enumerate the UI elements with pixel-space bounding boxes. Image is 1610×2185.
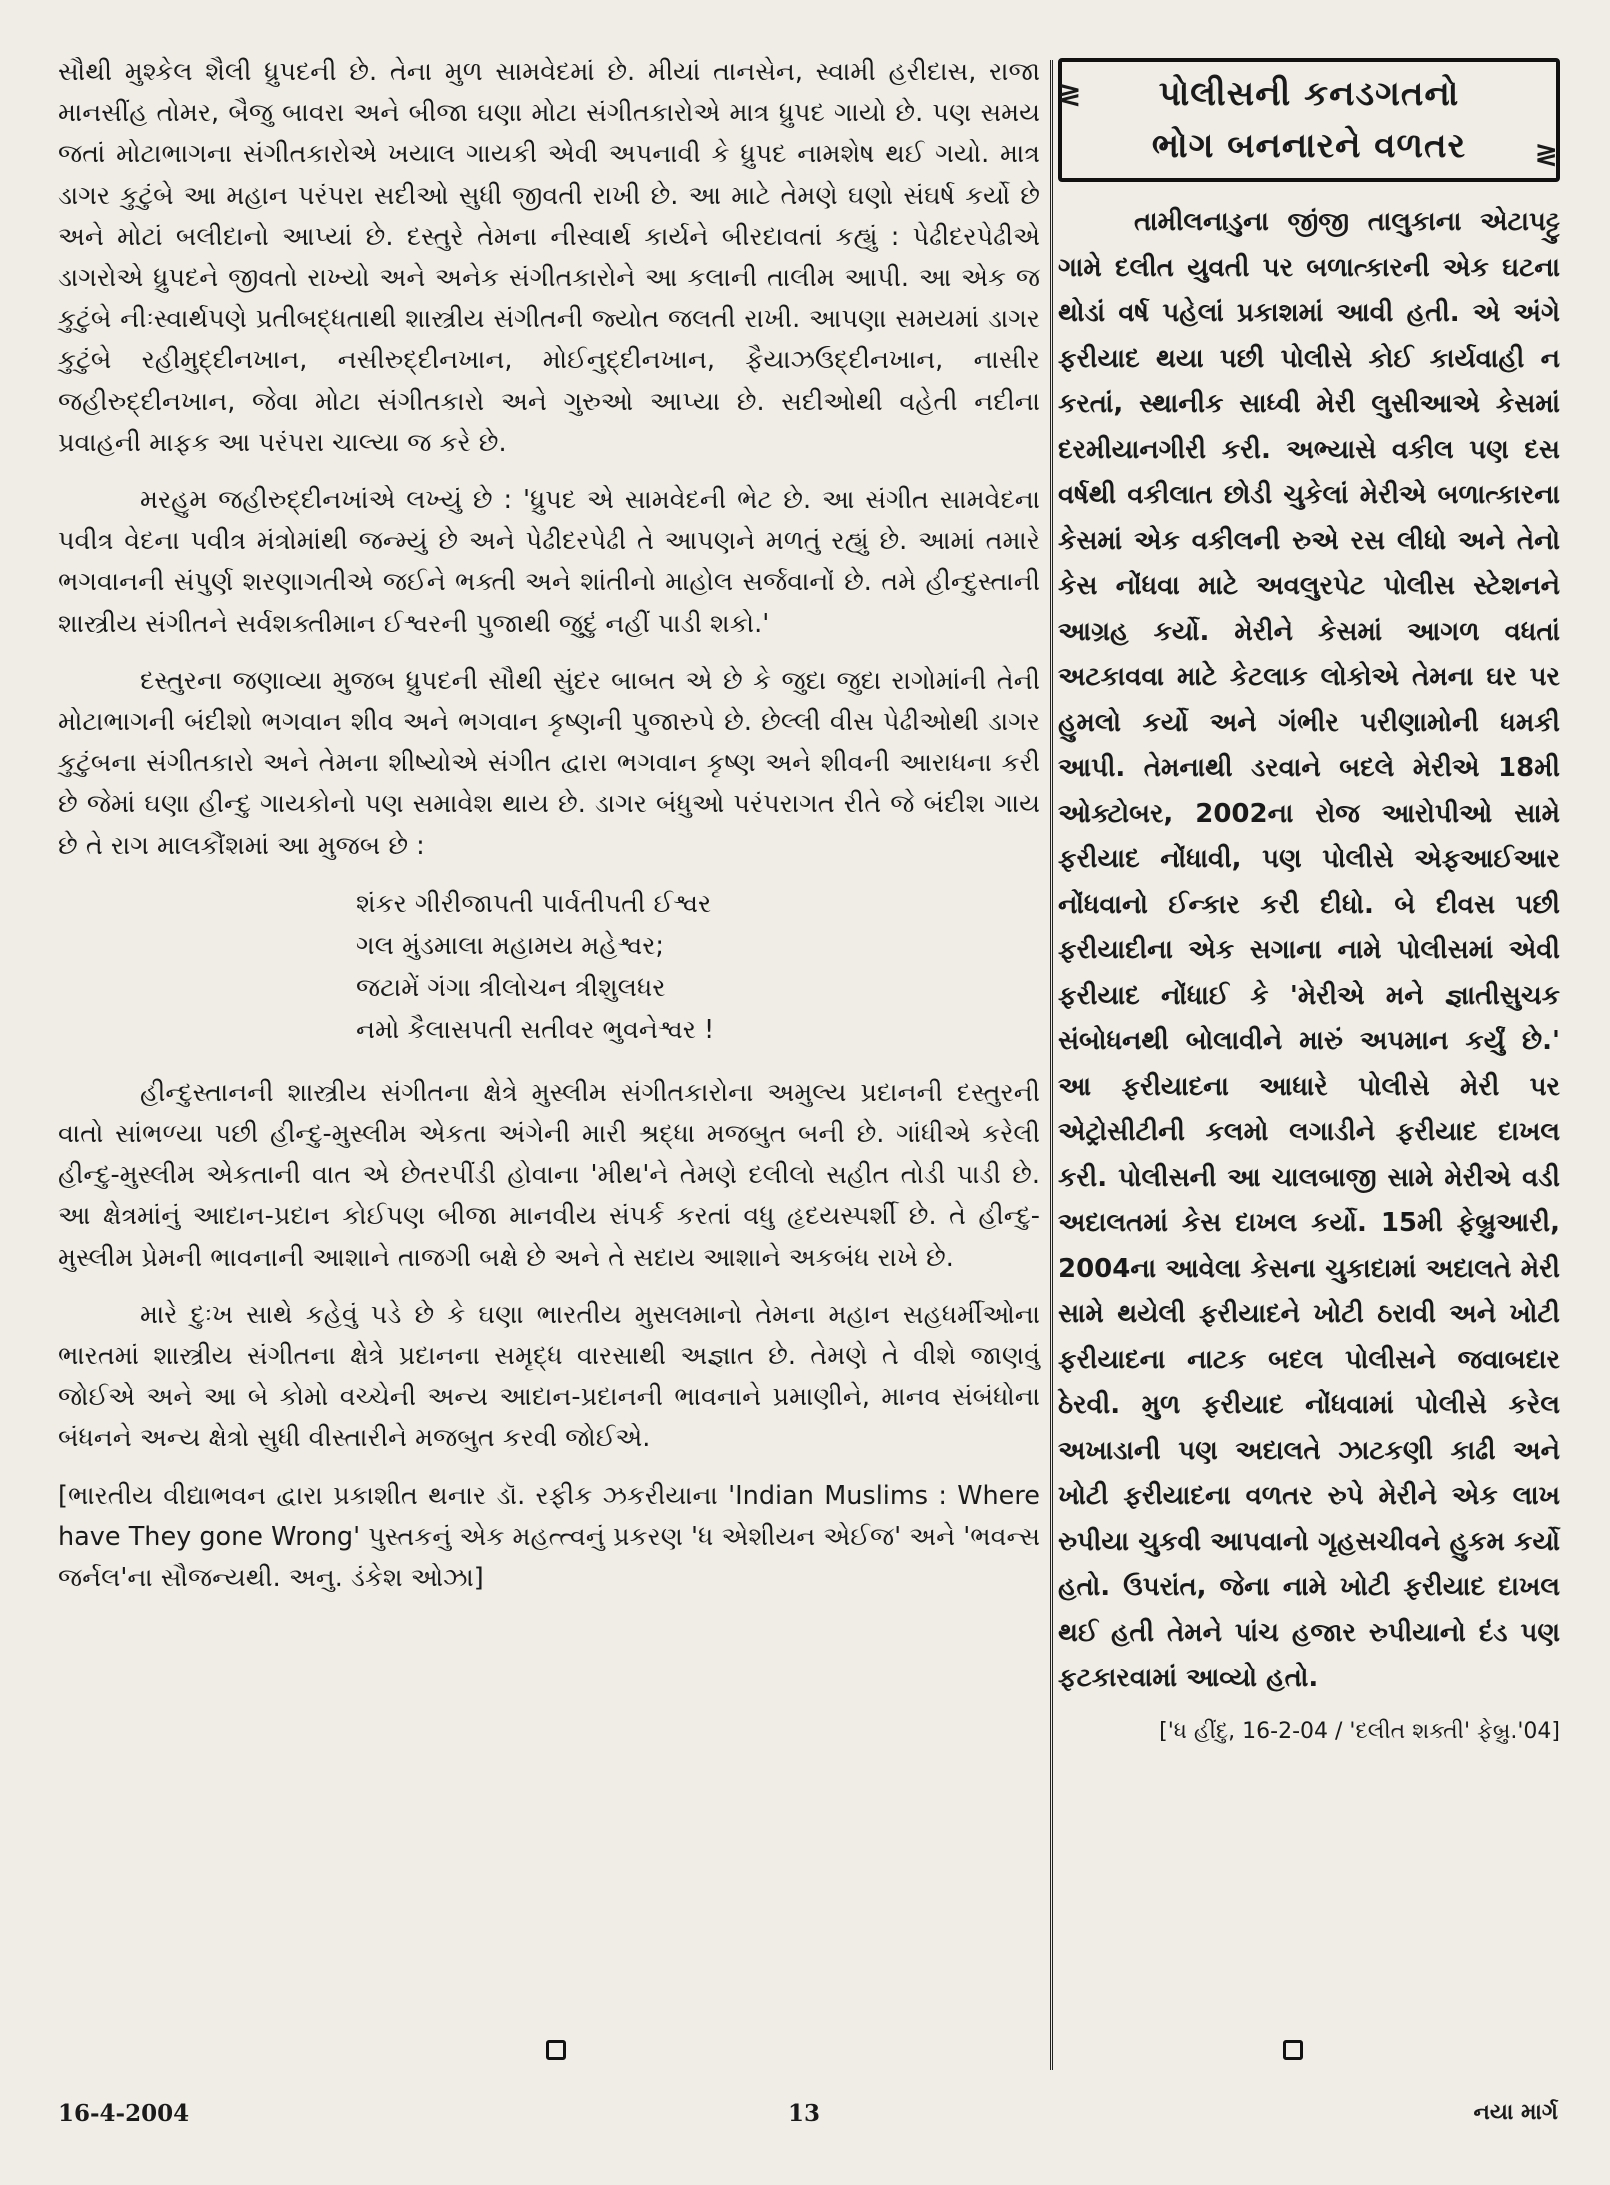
sidebar-title-box — [1058, 58, 1560, 182]
main-article — [58, 52, 1040, 1599]
verse-block — [356, 883, 1040, 1051]
page-footer — [58, 2100, 1558, 2140]
verse-line-2: ગલ મુંડમાલા મહામય મહેશ્વર; — [356, 930, 665, 961]
end-of-article-mark — [546, 2040, 566, 2060]
article-paragraph-5: મારે દુઃખ સાથે કહેવું પડે છે કે ઘણા ભારતીય મુસલમાનો તેમના મહાન સહધર્મીઓના ભારતમાં શાસ્ત્રીય સંગીતના ક્ષેત્રે પ્રદાનના સમૃદ્ધ વારસાથી અજ્ઞાત છે. તેમણે તે વીશે જાણવું જોઈએ અને આ બે કોમો વચ્ચેની અન્ય આદાન-પ્રદાનની ભાવનાને પ્રમાણીને, માનવ સંબંધોના બંધનને અન્ય ક્ષેત્રો સુધી વીસ્તારીને મજબુત કરવી જોઈએ. — [58, 1299, 1040, 1454]
end-of-sidebar-mark — [1283, 2040, 1303, 2060]
issue-date: 16-4-2004 — [58, 2100, 190, 2127]
article-paragraph-4: હીન્દુસ્તાનની શાસ્ત્રીય સંગીતના ક્ષેત્રે મુસ્લીમ સંગીતકારોના અમુલ્ય પ્રદાનની દસ્તુરની વાતો સાંભળ્યા પછી હીન્દુ-મુસ્લીમ એકતા અંગેની મારી શ્રદ્ધા મજબુત બની છે. ગાંધીએ કરેલી હીન્દુ-મુસ્લીમ એકતાની વાત એ છેતરપીંડી હોવાના 'મીથ'ને તેમણે દલીલો સહીત તોડી પાડી છે. આ ક્ષેત્રમાંનું આદાન-પ્રદાન કોઈપણ બીજા માનવીય સંપર્ક કરતાં વધુ હૃદયસ્પર્શી છે. તે હીન્દુ-મુસ્લીમ પ્રેમની ભાવનાની આશાને તાજગી બક્ષે છે અને તે સદાય આશાને અકબંધ રાખે છે. — [58, 1077, 1040, 1273]
column-divider — [1050, 60, 1053, 2070]
sidebar-source: ['ધ હીંદુ, 16-2-04 / 'દલીત શક્તી' ફેબ્રુ.'04] — [1159, 1718, 1560, 1744]
squiggle-ornament-icon: ≷ — [1534, 137, 1558, 170]
sidebar-body: તામીલનાડુના જીંજી તાલુકાના એટાપટ્ટુ ગામે દલીત યુવતી પર બળાત્કારની એક ઘટના થોડાં વર્ષ પહેલાં પ્રકાશમાં આવી હતી. એ અંગે ફરીયાદ થયા પછી પોલીસે કોઈ કાર્યવાહી ન કરતાં, સ્થાનીક સાધ્વી મેરી લુસીઆએ કેસમાં દરમીયાનગીરી કરી. અભ્યાસે વકીલ પણ દસ વર્ષથી વકીલાત છોડી ચુકેલાં મેરીએ બળાત્કારના કેસમાં એક વકીલની રુએ રસ લીધો અને તેનો કેસ નોંધવા માટે અવલુરપેટ પોલીસ સ્ટેશનને આગ્રહ કર્યો. મેરીને કેસમાં આગળ વધતાં અટકાવવા માટે કેટલાક લોકોએ તેમના ઘર પર હુમલો કર્યો અને ગંભીર પરીણામોની ધમકી આપી. તેમનાથી ડરવાને બદલે મેરીએ 18મી ઓક્ટોબર, 2002ના રોજ આરોપીઓ સામે ફરીયાદ નોંધાવી, પણ પોલીસે એફઆઈઆર નોંધવાનો ઈન્કાર કરી દીધો. બે દીવસ પછી ફરીયાદીના એક સગાના નામે પોલીસમાં એવી ફરીયાદ નોંધાઈ કે 'મેરીએ મને જ્ઞાતીસુચક સંબોધનથી બોલાવીને મારું અપમાન કર્યું છે.' આ ફરીયાદના આધારે પોલીસે મેરી પર એટ્રોસીટીની કલમો લગાડીને ફરીયાદ દાખલ કરી. પોલીસની આ ચાલબાજી સામે મેરીએ વડી અદાલતમાં કેસ દાખલ કર્યો. 15મી ફેબ્રુઆરી, 2004ના આવેલા કેસના ચુકાદામાં અદાલતે મેરી સામે થયેલી ફરીયાદને ખોટી ઠરાવી અને ખોટી ફરીયાદના નાટક બદલ પોલીસને જવાબદાર ઠેરવી. મુળ ફરીયાદ નોંધવામાં પોલીસે કરેલ અખાડાની પણ અદાલતે ઝાટકણી કાઢી અને ખોટી ફરીયાદના વળતર રુપે મેરીને એક લાખ રુપીયા ચુકવી આપવાનો ગૃહસચીવને હુકમ કર્યો હતો. ઉપરાંત, જેના નામે ખોટી ફરીયાદ દાખલ થઈ હતી તેમને પાંચ હજાર રુપીયાનો દંડ પણ ફટકારવામાં આવ્યો હતો. — [1058, 207, 1560, 1693]
verse-line-4: નમો કૈલાસપતી સતીવર ભુવનેશ્વર ! — [356, 1014, 715, 1045]
sidebar-title-line-1: પોલીસની કનડગતનો — [1158, 74, 1460, 114]
verse-line-3: જટામેં ગંગા ત્રીલોચન ત્રીશુલધર — [356, 972, 666, 1003]
article-paragraph-1: સૌથી મુશ્કેલ શૈલી ધ્રુપદની છે. તેના મુળ સામવેદમાં છે. મીયાં તાનસેન, સ્વામી હરીદાસ, રાજા માનસીંહ તોમર, બૈજુ બાવરા અને બીજા ઘણા મોટા સંગીતકારોએ માત્ર ધ્રુપદ ગાયો છે. પણ સમય જતાં મોટાભાગના સંગીતકારોએ ખયાલ ગાયકી એવી અપનાવી કે ધ્રુપદ નામશેષ થઈ ગયો. માત્ર ડાગર કુટુંબે આ મહાન પરંપરા સદીઓ સુધી જીવતી રાખી છે. આ માટે તેમણે ઘણો સંઘર્ષ કર્યો છે અને મોટાં બલીદાનો આપ્યાં છે. દસ્તુરે તેમના નીસ્વાર્થ કાર્યને બીરદાવતાં કહ્યું : પેઢીદરપેઢીએ ડાગરોએ ધ્રુપદને જીવતો રાખ્યો અને અનેક સંગીતકારોને આ કલાની તાલીમ આપી. આ એક જ કુટુંબે નીઃસ્વાર્થપણે પ્રતીબદ્ધતાથી શાસ્ત્રીય સંગીતની જ્યોત જલતી રાખી. આપણા સમયમાં ડાગર કુટુંબે રહીમુદ્દીનખાન, નસીરુદ્દીનખાન, મોઈનુદ્દીનખાન, ફૈયાઝઉદ્દીનખાન, નાસીર જહીરુદ્દીનખાન, જેવા મોટા સંગીતકારો અને ગુરુઓ આપ્યા છે. સદીઓથી વહેતી નદીના પ્રવાહની માફક આ પરંપરા ચાલ્યા જ કરે છે. — [58, 57, 1040, 458]
article-paragraph-3: દસ્તુરના જણાવ્યા મુજબ ધ્રુપદની સૌથી સુંદર બાબત એ છે કે જુદા જુદા રાગોમાંની તેની મોટાભાગની બંદીશો ભગવાન શીવ અને ભગવાન કૃષ્ણની પુજારુપે છે. છેલ્લી વીસ પેઢીઓથી ડાગર કુટુંબના સંગીતકારો અને તેમના શીષ્યોએ સંગીત દ્વારા ભગવાન કૃષ્ણ અને શીવની આરાધના કરી છે જેમાં ઘણા હીન્દુ ગાયકોનો પણ સમાવેશ થાય છે. ડાગર બંધુઓ પરંપરાગત રીતે જે બંદીશ ગાય છે તે રાગ માલકૌંશમાં આ મુજબ છે : — [58, 665, 1040, 861]
verse-line-1: શંકર ગીરીજાપતી પાર્વતીપતી ઈશ્વર — [356, 888, 712, 919]
article-credit: [ભારતીય વીદ્યાભવન દ્વારા પ્રકાશીત થનાર ડૉ. રફીક ઝકરીયાના 'Indian Muslims : Where have They gone Wrong' પુસ્તકનું એક મહત્ત્વનું પ્રકરણ 'ધ એશીયન એઈજ' અને 'ભવન્સ જર્નલ'ના સૌજન્યથી. અનુ. ડંકેશ ઓઝા] — [58, 1480, 1040, 1593]
sidebar-article — [1058, 58, 1560, 1748]
page-number: 13 — [788, 2100, 821, 2127]
article-paragraph-2: મરહુમ જહીરુદ્દીનખાંએ લખ્યું છે : 'ધ્રુપદ એ સામવેદની ભેટ છે. આ સંગીત સામવેદના પવીત્ર વેદના પવીત્ર મંત્રોમાંથી જન્મ્યું છે અને પેઢીદરપેઢી તે આપણને મળતું રહ્યું છે. આમાં તમારે ભગવાનની સંપુર્ણ શરણાગતીએ જઈને ભક્તી અને શાંતીનો માહોલ સર્જવાનોં છે. તમે હીન્દુસ્તાની શાસ્ત્રીય સંગીતને સર્વશક્તીમાન ઈશ્વરની પુજાથી જુદું નહીં પાડી શકો.' — [58, 485, 1040, 639]
magazine-name: નયા માર્ગ — [1473, 2100, 1558, 2125]
squiggle-ornament-icon: ≷ — [1058, 77, 1082, 110]
sidebar-title-line-2: ભોગ બનનારને વળતર — [1151, 126, 1467, 166]
